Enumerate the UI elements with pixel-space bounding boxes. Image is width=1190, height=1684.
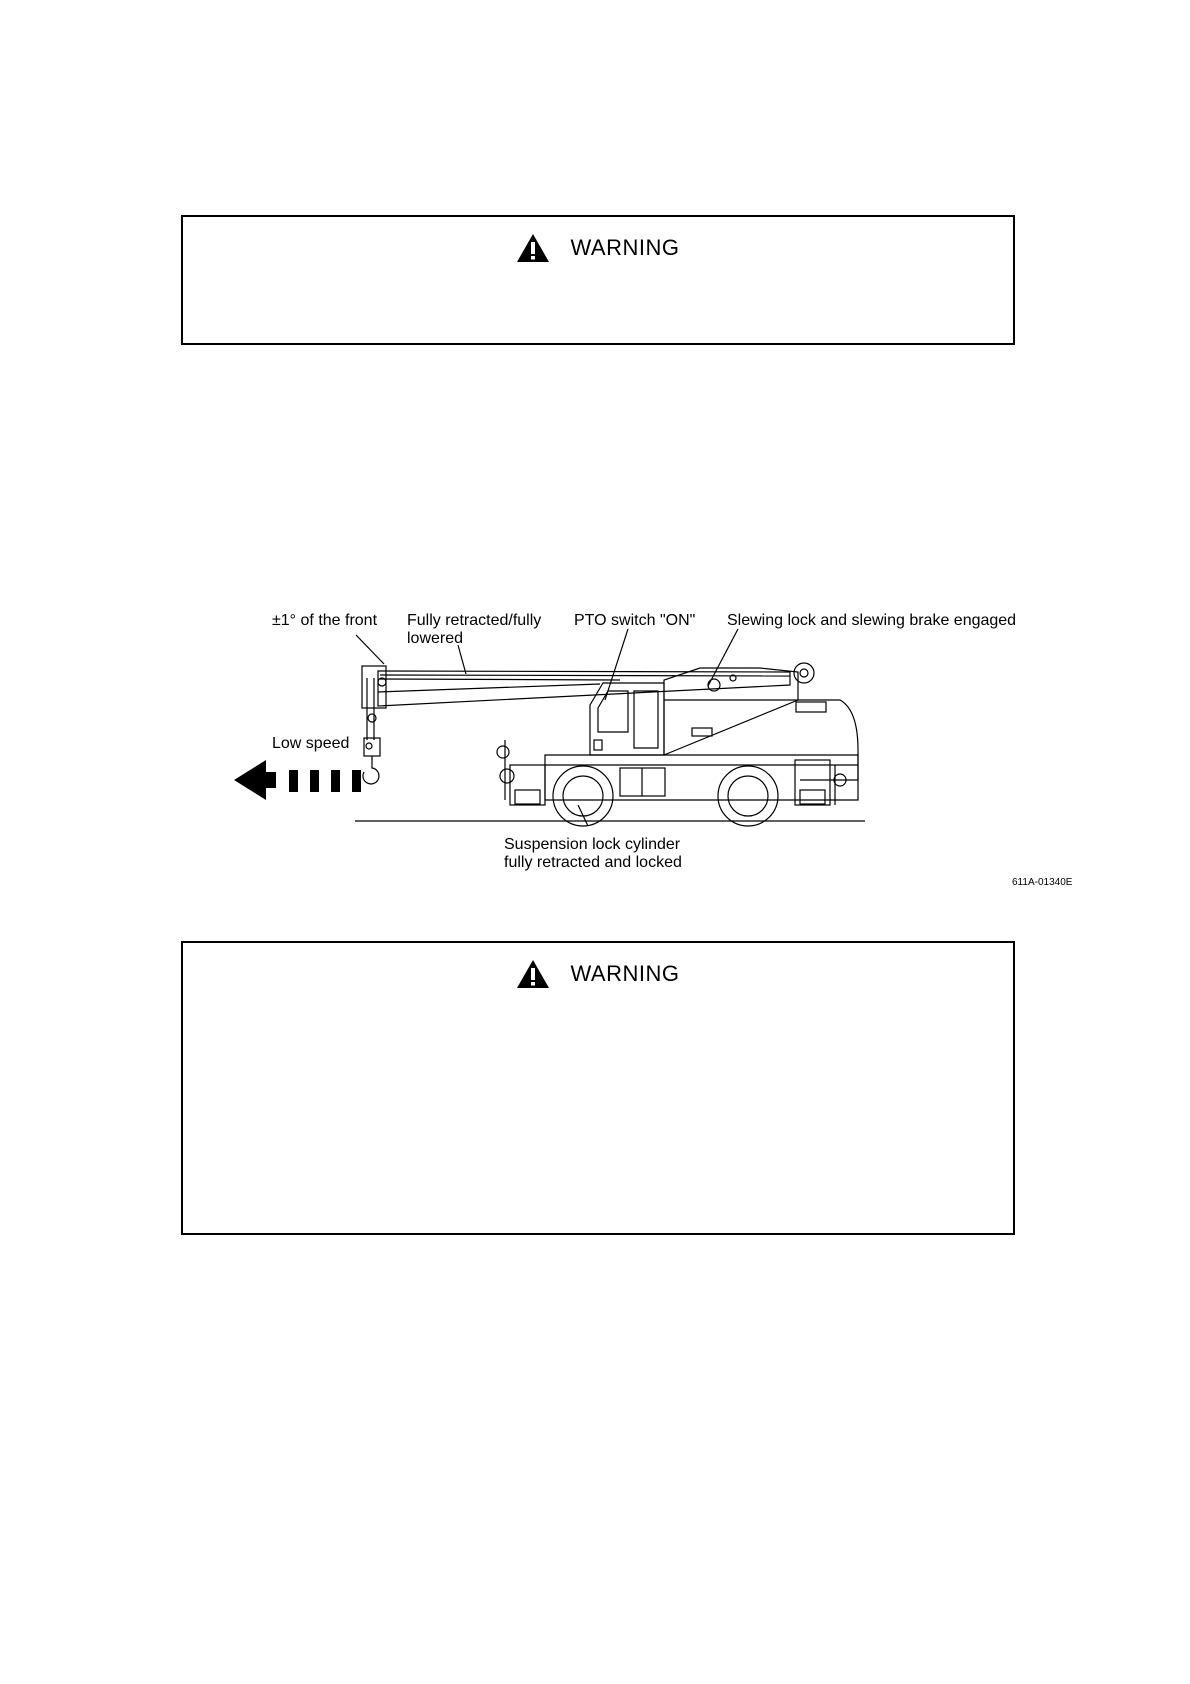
label-suspension-line1: Suspension lock cylinder — [504, 836, 681, 853]
crane-figure — [0, 600, 1190, 900]
label-front-angle: ±1° of the front — [272, 612, 378, 629]
warning-triangle-icon — [516, 233, 550, 263]
label-low-speed: Low speed — [272, 735, 350, 752]
warning-box-1 — [181, 215, 1015, 345]
label-boom-line1: Fully retracted/fully — [407, 612, 542, 629]
figure-code: 611A-01340E — [1012, 877, 1073, 888]
label-slewing: Slewing lock and slewing brake engaged — [727, 612, 1017, 629]
warning-header — [183, 959, 1013, 989]
label-suspension-line2: fully retracted and locked — [504, 854, 682, 871]
warning-triangle-icon — [516, 959, 550, 989]
warning-title: WARNING — [570, 961, 680, 986]
label-pto: PTO switch "ON" — [574, 612, 696, 629]
warning-title: WARNING — [570, 235, 680, 260]
direction-arrow-icon — [232, 758, 362, 802]
warning-box-2 — [181, 941, 1015, 1235]
label-boom-line2: lowered — [407, 630, 464, 647]
warning-header — [183, 233, 1013, 263]
